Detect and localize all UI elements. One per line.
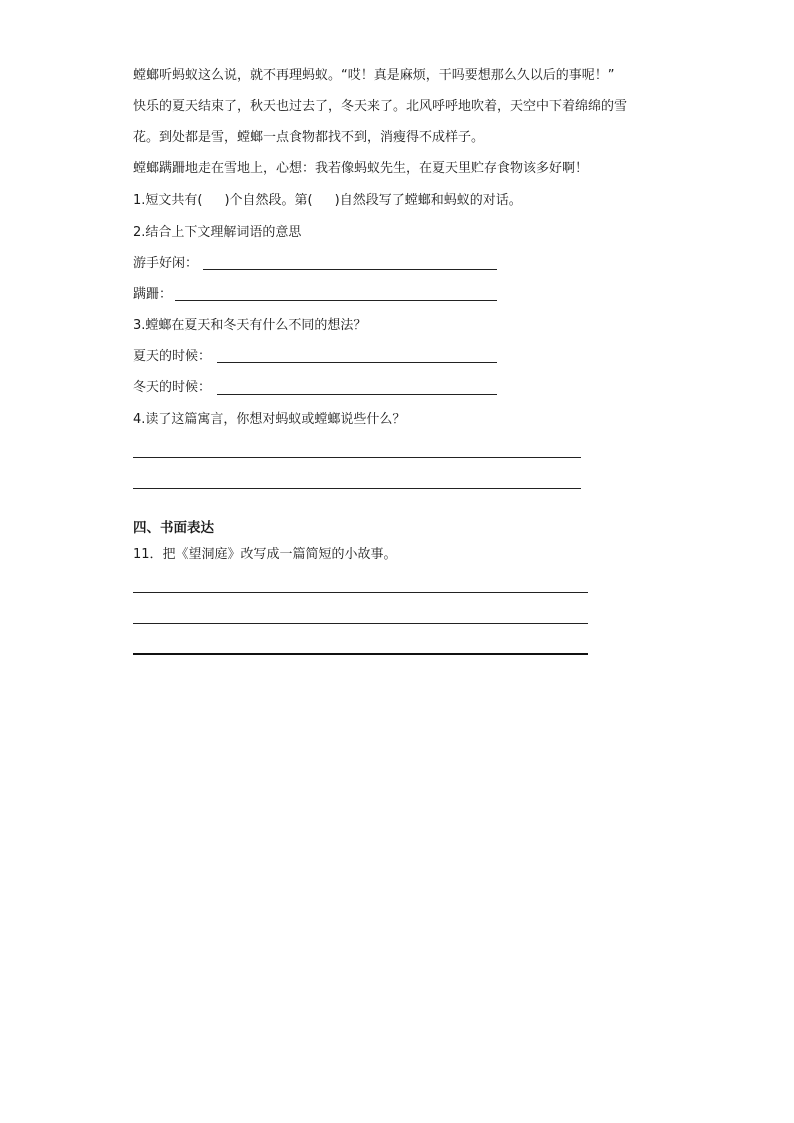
q3-summer-field bbox=[133, 348, 211, 366]
q3-summer-label: 夏天的时候： bbox=[133, 349, 212, 364]
passage-paragraph-3: 螳螂蹒跚地走在雪地上，心想：我若像蚂蚁先生，在夏天里贮存食物该多好啊！ bbox=[133, 161, 589, 176]
question-1-part-c: )自然段写了螳螂和蚂蚁的对话。 bbox=[334, 193, 522, 208]
q3-winter-field bbox=[133, 379, 211, 397]
question-3: 3.螳螂在夏天和冬天有什么不同的想法？ bbox=[133, 318, 367, 333]
q11-answer-line-3[interactable] bbox=[133, 653, 588, 655]
q3-winter-label: 冬天的时候： bbox=[133, 380, 212, 395]
passage-paragraph-1: 螳螂听蚂蚁这么说，就不再理蚂蚁。“哎！真是麻烦，干吗要想那么久以后的事呢！” bbox=[133, 68, 615, 83]
q3-winter-answer-line[interactable] bbox=[217, 394, 497, 395]
q2-youshouhaoxian-label: 游手好闲： bbox=[133, 256, 199, 271]
question-1-part-b: )个自然段。第( bbox=[224, 193, 313, 208]
q3-summer-answer-line[interactable] bbox=[217, 362, 497, 363]
q2-panshan-label: 蹒跚： bbox=[133, 287, 173, 302]
question-4: 4.读了这篇寓言，你想对蚂蚁或螳螂说些什么？ bbox=[133, 412, 406, 427]
question-1 bbox=[133, 192, 522, 210]
question-11: 11．把《望洞庭》改写成一篇简短的小故事。 bbox=[133, 547, 397, 562]
passage-paragraph-2-line-1: 快乐的夏天结束了，秋天也过去了，冬天来了。北风呼呼地吹着，天空中下着绵绵的雪 bbox=[133, 99, 628, 114]
q2-youshouhaoxian-answer-line[interactable] bbox=[203, 269, 497, 270]
q11-answer-line-2[interactable] bbox=[133, 623, 588, 624]
question-2: 2.结合上下文理解词语的意思 bbox=[133, 225, 302, 240]
q2-panshan-answer-line[interactable] bbox=[175, 300, 497, 301]
q2-youshouhaoxian-field bbox=[133, 255, 198, 273]
question-1-part-a: 1.短文共有( bbox=[133, 193, 203, 208]
q2-panshan-field bbox=[133, 286, 172, 304]
q11-answer-line-1[interactable] bbox=[133, 592, 588, 593]
section-4-title: 四、书面表达 bbox=[133, 520, 214, 536]
passage-paragraph-2-line-2: 花。到处都是雪，螳螂一点食物都找不到，消瘦得不成样子。 bbox=[133, 130, 485, 145]
q4-answer-line-1[interactable] bbox=[133, 457, 581, 458]
q4-answer-line-2[interactable] bbox=[133, 488, 581, 489]
